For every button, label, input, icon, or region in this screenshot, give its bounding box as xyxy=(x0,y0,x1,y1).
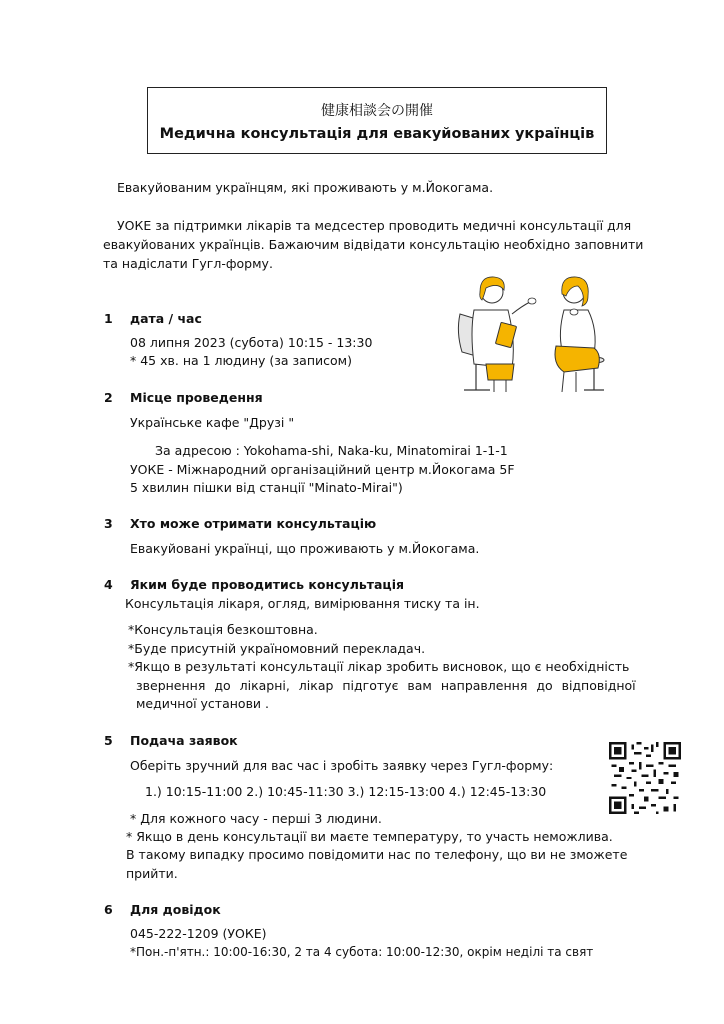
section-6-heading: Для довідок xyxy=(130,902,221,917)
section-2-heading: Місце проведення xyxy=(130,390,263,405)
note-phone-cancel-line-2: прийти. xyxy=(126,866,178,881)
section-5-number: 5 xyxy=(104,733,113,748)
qr-code[interactable] xyxy=(609,742,681,814)
section-5-heading: Подача заявок xyxy=(130,733,238,748)
note-interpreter: *Буде присутній україномовний перекладач. xyxy=(128,641,426,656)
venue-building: УОКЕ - Міжнародний організаційний центр м.Йокогама 5F xyxy=(130,462,515,477)
title-ukrainian: Медична консультація для евакуйованих українців xyxy=(159,126,595,142)
section-3-heading: Хто може отримати консультацію xyxy=(130,516,377,531)
note-referral-line-3: медичної установи . xyxy=(136,696,270,711)
time-slots: 1.) 10:15-11:00 2.) 10:45-11:30 3.) 12:15-13:00 4.) 12:45-13:30 xyxy=(145,784,547,799)
section-4-heading: Яким буде проводитись консультація xyxy=(130,577,405,592)
event-duration-note: * 45 хв. на 1 людину (за записом) xyxy=(130,353,352,368)
section-3-number: 3 xyxy=(104,516,113,531)
section-1-heading: дата / час xyxy=(130,311,202,326)
venue-name: Українське кафе "Друзі " xyxy=(130,415,295,430)
section-4-number: 4 xyxy=(104,577,113,592)
note-referral-line-1: *Якщо в результаті консультації лікар зробить висновок, що є необхідність xyxy=(128,659,630,674)
note-referral-line-2: звернення до лікарні, лікар підготує вам направлення до відповідної xyxy=(136,678,636,693)
application-instructions: Оберіть зручний для вас час і зробіть заявку через Гугл-форму: xyxy=(130,758,554,773)
intro-greeting: Евакуйованим українцям, які проживають у м.Йокогама. xyxy=(117,180,494,195)
note-free-of-charge: *Консультація безкоштовна. xyxy=(128,622,318,637)
doctor-patient-illustration xyxy=(452,272,614,397)
intro-paragraph-line-2: евакуйованих українців. Бажаючим відвідати консультацію необхідно заповнити xyxy=(103,237,644,252)
section-1-number: 1 xyxy=(104,311,113,326)
title-japanese: 健康相談会の開催 xyxy=(321,103,433,119)
section-2-number: 2 xyxy=(104,390,113,405)
contact-hours: *Пон.-п'ятн.: 10:00-16:30, 2 та 4 субота: 10:00-12:30, окрім неділі та свят xyxy=(130,945,594,959)
section-6-number: 6 xyxy=(104,902,113,917)
note-phone-cancel-line-1: В такому випадку просимо повідомити нас по телефону, що ви не зможете xyxy=(126,847,628,862)
venue-directions: 5 хвилин пішки від станції "Minato-Mirai") xyxy=(130,480,403,495)
note-capacity: * Для кожного часу - перші 3 людини. xyxy=(130,811,382,826)
title-box xyxy=(147,87,607,154)
intro-paragraph-line-1: УОКЕ за підтримки лікарів та медсестер проводить медичні консультації для xyxy=(117,218,632,233)
event-date-time: 08 липня 2023 (субота) 10:15 - 13:30 xyxy=(130,335,373,350)
intro-paragraph-line-3: та надіслати Гугл-форму. xyxy=(103,256,273,271)
contact-phone: 045-222-1209 (УОКЕ) xyxy=(130,926,267,941)
eligibility-text: Евакуйовані українці, що проживають у м.Йокогама. xyxy=(130,541,480,556)
consultation-contents: Консультація лікаря, огляд, вимірювання тиску та ін. xyxy=(125,596,480,611)
note-fever: * Якщо в день консультації ви маєте температуру, то участь неможлива. xyxy=(126,829,613,844)
venue-address: За адресою : Yokohama-shi, Naka-ku, Minatomirai 1-1-1 xyxy=(155,443,508,458)
